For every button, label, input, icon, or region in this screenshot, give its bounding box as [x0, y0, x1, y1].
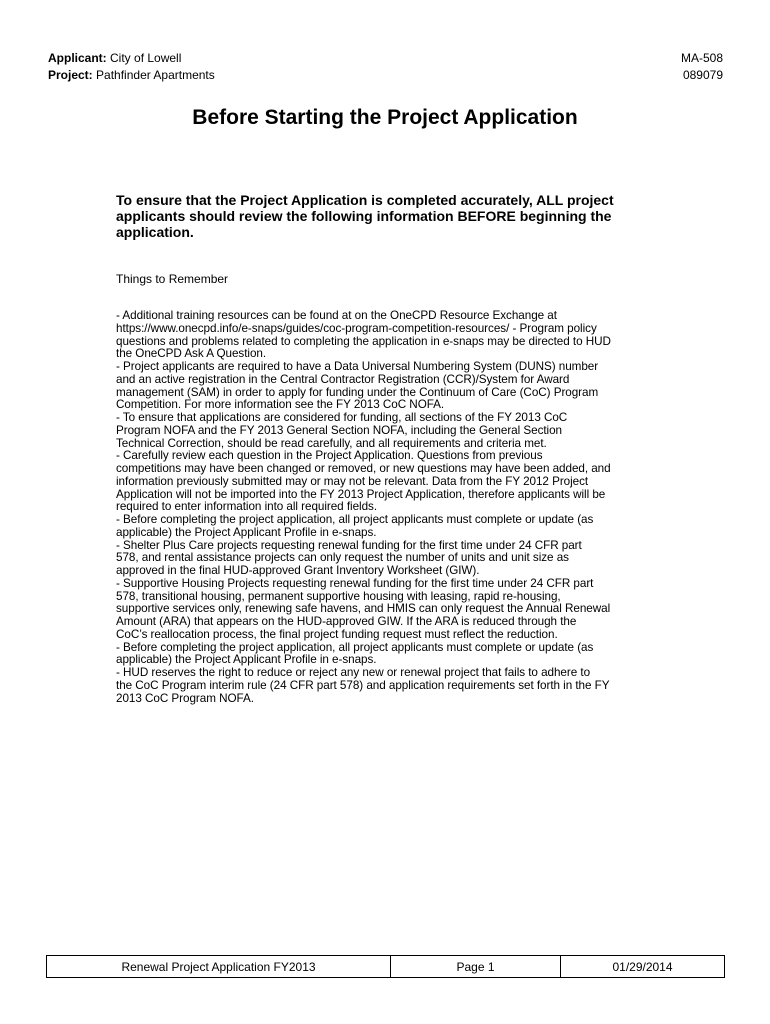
document-header [48, 50, 723, 84]
applicant-value: City of Lowell [110, 51, 182, 65]
footer-form-name: Renewal Project Application FY2013 [47, 956, 391, 977]
instructions-body: - Additional training resources can be found at on the OneCPD Resource Exchange at https://www.onecpd.info/e-snaps/guides/coc-program-competition-resources/ - Program policy questions and problems related to completing the application in e-snaps may be directed to HUD the OneCPD Ask A Question. - Project applicants are required to have a Data Universal Numbering System (DUNS) number and an active registration in the Central Contractor Registration (CCR)/System for Award management (SAM) in order to apply for funding under the Continuum of Care (CoC) Program Competition. For more information see the FY 2013 CoC NOFA. - To ensure that applications are considered for funding, all sections of the FY 2013 CoC Program NOFA and the FY 2013 General Section NOFA, including the General Section Technical Correction, should be read carefully, and all requirements and criteria met. - Carefully review each question in the Project Application. Questions from previous competitions may have been changed or removed, or new questions may have been added, and information previously submitted may or may not be relevant. Data from the FY 2012 Project Application will not be imported into the FY 2013 Project Application, therefore applicants will be required to enter information into all required fields. - Before completing the project application, all project applicants must complete or update (as applicable) the Project Applicant Profile in e-snaps. - Shelter Plus Care projects requesting renewal funding for the first time under 24 CFR part 578, and rental assistance projects can only request the number of units and unit size as approved in the final HUD-approved Grant Inventory Worksheet (GIW). - Supportive Housing Projects requesting renewal funding for the first time under 24 CFR part 578, transitional housing, permanent supportive housing with leasing, rapid re-housing, supportive services only, renewing safe havens, and HMIS can only request the Annual Renewal Amount (ARA) that appears on the HUD-approved GIW. If the ARA is reduced through the CoC’s reallocation process, the final project funding request must reflect the reduction. - Before completing the project application, all project applicants must complete or update (as applicable) the Project Applicant Profile in e-snaps. - HUD reserves the right to reduce or reject any new or renewal project that fails to adhere to the CoC Program interim rule (24 CFR part 578) and application requirements set forth in the FY 2013 CoC Program NOFA. [116, 309, 611, 705]
header-row-project [48, 67, 723, 84]
applicant-label: Applicant: [48, 51, 107, 65]
project-line [48, 67, 215, 84]
applicant-line [48, 50, 181, 67]
footer-date: 01/29/2014 [612, 959, 673, 974]
page-title: Before Starting the Project Application [192, 106, 578, 129]
page-footer [46, 955, 725, 978]
project-number: 089079 [682, 68, 723, 82]
header-row-applicant [48, 50, 723, 67]
application-code: MA-508 [680, 51, 723, 65]
things-to-remember-heading: Things to Remember [116, 272, 229, 286]
project-label: Project: [48, 68, 93, 82]
project-value: Pathfinder Apartments [96, 68, 215, 82]
intro-paragraph: To ensure that the Project Application is completed accurately, ALL project applicants should review the following information BEFORE beginning the application. [116, 192, 614, 240]
footer-page-number: Page 1 [391, 956, 561, 977]
